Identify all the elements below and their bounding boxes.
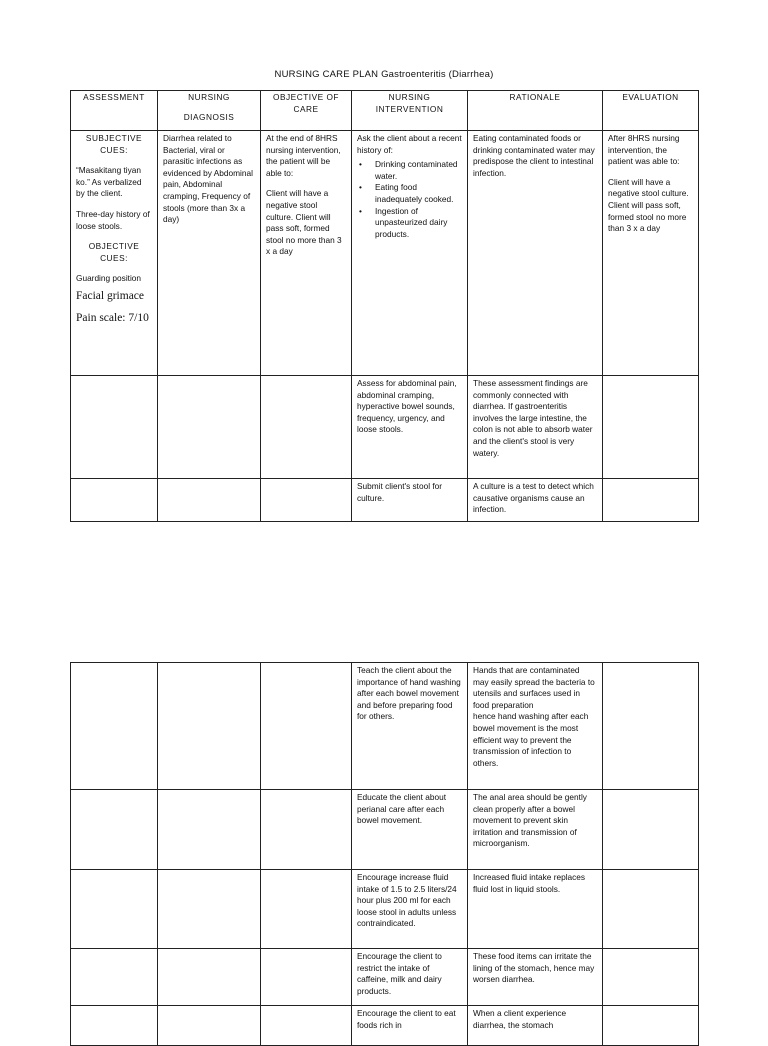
- empty-cell: [158, 663, 261, 790]
- table-row: [71, 949, 699, 1006]
- header-row: [71, 91, 699, 131]
- empty-cell: [71, 663, 158, 790]
- care-plan-table-page-2: [70, 662, 699, 1046]
- empty-cell: [261, 376, 352, 479]
- empty-cell: [158, 870, 261, 949]
- empty-cell: [603, 663, 699, 790]
- empty-cell: [158, 1006, 261, 1046]
- header-assessment: ASSESSMENT: [71, 91, 158, 131]
- empty-cell: [261, 479, 352, 522]
- main-row: [71, 131, 699, 376]
- rationale-cell: Increased fluid intake replaces fluid lost in liquid stools.: [468, 870, 603, 949]
- intervention-cell: Encourage the client to restrict the intake of caffeine, milk and dairy products.: [352, 949, 468, 1006]
- table-row: [71, 376, 699, 479]
- objective-cues-label: OBJECTIVE CUES:: [88, 241, 140, 263]
- guarding-position: Guarding position: [76, 273, 142, 284]
- empty-cell: [603, 949, 699, 1006]
- header-nursing-intervention: NURSING INTERVENTION: [352, 91, 468, 131]
- empty-cell: [261, 949, 352, 1006]
- empty-cell: [71, 949, 158, 1006]
- empty-cell: [603, 479, 699, 522]
- empty-cell: [71, 479, 158, 522]
- empty-cell: [603, 790, 699, 870]
- empty-cell: [261, 1006, 352, 1046]
- objective-goal: Client will have a negative stool culture. Client will pass soft, formed stool no more than 3 x a day: [266, 188, 342, 257]
- rationale-cell: When a client experience diarrhea, the stomach: [468, 1006, 603, 1046]
- empty-cell: [261, 663, 352, 790]
- rationale-cell: A culture is a test to detect which causative organisms cause an infection.: [468, 479, 603, 522]
- intervention-cell: Teach the client about the importance of hand washing after each bowel movement and before preparing food for others.: [352, 663, 468, 790]
- objective-cell: [261, 131, 352, 376]
- list-item: • Eating food inadequately cooked.: [375, 182, 462, 205]
- header-nursing-diagnosis-line2: DIAGNOSIS: [183, 111, 235, 122]
- header-evaluation: EVALUATION: [603, 91, 699, 131]
- rationale-cell: The anal area should be gently clean properly after a bowel movement to prevent skin irritation and transmission of microorganism.: [468, 790, 603, 870]
- empty-cell: [71, 1006, 158, 1046]
- table-row: [71, 870, 699, 949]
- header-nursing-diagnosis-line1: NURSING: [188, 92, 230, 102]
- header-objective-of-care: OBJECTIVE OF CARE: [261, 91, 352, 131]
- care-plan-table-page-1: [70, 90, 699, 522]
- empty-cell: [71, 790, 158, 870]
- empty-cell: [603, 376, 699, 479]
- intervention-cell: Assess for abdominal pain, abdominal cramping, hyperactive bowel sounds, frequency, urgency, and loose stools.: [352, 376, 468, 479]
- rationale-cell: These assessment findings are commonly connected with diarrhea. If gastroenteritis involves the large intestine, the colon is not able to absorb water and the client's stool is very watery.: [468, 376, 603, 479]
- list-item: • Ingestion of unpasteurized dairy products.: [375, 206, 462, 241]
- evaluation-result: Client will have a negative stool culture. Client will pass soft, formed stool no more than 3 x a day: [608, 176, 689, 234]
- patient-quote: “Masakitang tiyan ko.” As verbalized by the client.: [76, 165, 142, 199]
- empty-cell: [71, 870, 158, 949]
- evaluation-cell: [603, 131, 699, 376]
- intervention-cell: Encourage the client to eat foods rich in: [352, 1006, 468, 1046]
- intervention-cell: Encourage increase fluid intake of 1.5 to 2.5 liters/24 hour plus 200 ml for each loose stool in adults unless contraindicated.: [352, 870, 468, 949]
- header-rationale: RATIONALE: [468, 91, 603, 131]
- empty-cell: [158, 949, 261, 1006]
- diagnosis-cell: Diarrhea related to Bacterial, viral or parasitic infections as evidenced by Abdominal pain, Abdominal cramping, Frequency of stools (more than 3x a day): [158, 131, 261, 376]
- table-row: [71, 790, 699, 870]
- table-row: [71, 663, 699, 790]
- table-row: [71, 1006, 699, 1046]
- objective-intro: At the end of 8HRS nursing intervention, the patient will be able to:: [266, 133, 341, 178]
- history-list: [357, 159, 462, 240]
- rationale-cell: Hands that are contaminated may easily spread the bacteria to utensils and surfaces used in food preparation hence hand washing after each bowel movement is the most efficient way to prevent the transmission of infection to others.: [468, 663, 603, 790]
- evaluation-intro: After 8HRS nursing intervention, the patient was able to:: [608, 133, 680, 167]
- assessment-cell: [71, 131, 158, 376]
- empty-cell: [158, 376, 261, 479]
- table-row: [71, 479, 699, 522]
- empty-cell: [261, 790, 352, 870]
- rationale-cell: These food items can irritate the lining of the stomach, hence may worsen diarrhea.: [468, 949, 603, 1006]
- empty-cell: [603, 1006, 699, 1046]
- intervention-cell: Submit client's stool for culture.: [352, 479, 468, 522]
- empty-cell: [603, 870, 699, 949]
- stool-history: Three-day history of loose stools.: [76, 208, 150, 231]
- empty-cell: [158, 790, 261, 870]
- history-rationale-cell: Eating contaminated foods or drinking contaminated water may predispose the client to intestinal infection.: [468, 131, 603, 376]
- history-intervention-cell: [352, 131, 468, 376]
- empty-cell: [71, 376, 158, 479]
- intervention-cell: Educate the client about perianal care after each bowel movement.: [352, 790, 468, 870]
- subjective-cues-label: SUBJECTIVE CUES:: [85, 133, 143, 155]
- facial-grimace: Facial grimace: [76, 289, 145, 302]
- list-item: • Drinking contaminated water.: [375, 159, 462, 182]
- empty-cell: [158, 479, 261, 522]
- header-nursing-diagnosis: [158, 91, 261, 131]
- pain-scale: Pain scale: 7/10: [76, 311, 149, 324]
- document-title: NURSING CARE PLAN Gastroenteritis (Diarrhea): [274, 69, 494, 80]
- empty-cell: [261, 870, 352, 949]
- history-intro: Ask the client about a recent history of:: [357, 133, 462, 155]
